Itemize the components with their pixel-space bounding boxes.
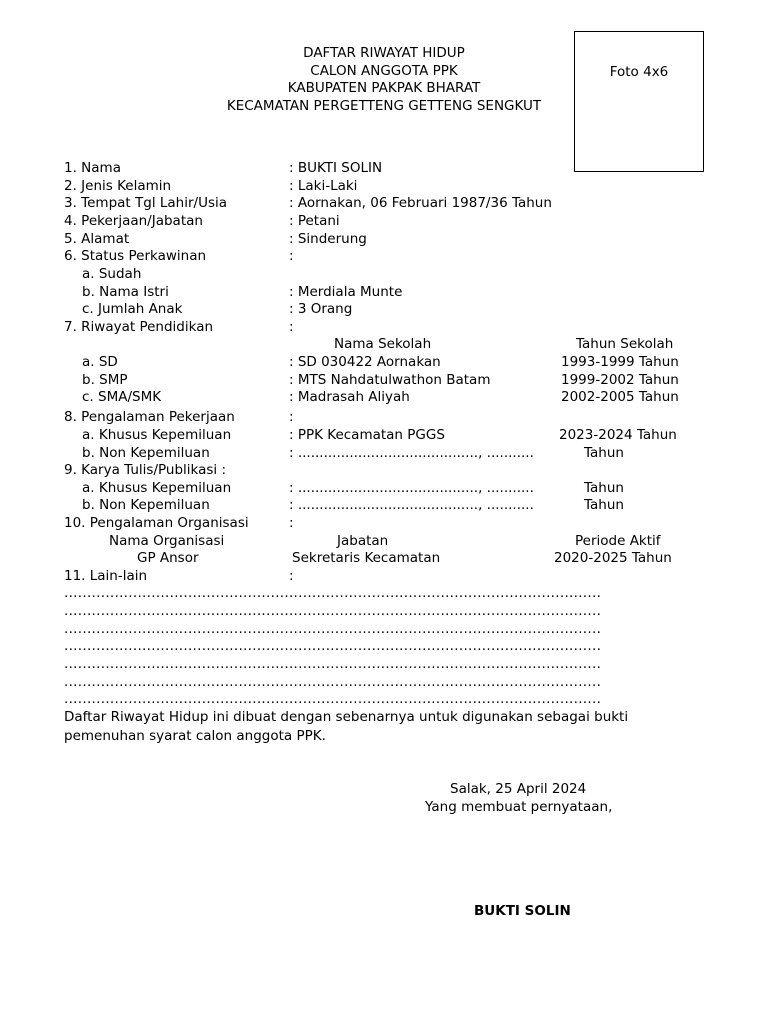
lainlain-line: ..................................................................................................................... <box>64 603 602 619</box>
pendidikan-school: : Madrasah Aliyah <box>289 389 410 405</box>
organisasi-row-jabatan: Sekretaris Kecamatan <box>292 550 441 566</box>
karya-khusus-years: Tahun <box>584 480 624 496</box>
ttl-label: 3. Tempat Tgl Lahir/Usia <box>64 195 228 211</box>
pendidikan-school: : SD 030422 Aornakan <box>289 354 441 370</box>
pengalaman-khusus-label: a. Khusus Kepemiluan <box>82 427 232 443</box>
organisasi-label: 10. Pengalaman Organisasi <box>64 515 249 531</box>
lainlain-line: ..................................................................................................................... <box>64 621 602 637</box>
pendidikan-level: c. SMA/SMK <box>82 389 162 405</box>
pendidikan-years: 1993-1999 Tahun <box>561 354 679 370</box>
alamat-value: : Sinderung <box>289 231 367 247</box>
pengalaman-colon: : <box>289 409 294 425</box>
karya-non-label: b. Non Kepemiluan <box>82 497 210 513</box>
pendidikan-years: 2002-2005 Tahun <box>561 389 679 405</box>
lainlain-line: ..................................................................................................................... <box>64 656 602 672</box>
organisasi-row-periode: 2020-2025 Tahun <box>554 550 672 566</box>
pengalaman-label: 8. Pengalaman Pekerjaan <box>64 409 235 425</box>
doc-district: KECAMATAN PERGETTENG GETTENG SENGKUT <box>226 98 542 114</box>
istri-label: b. Nama Istri <box>82 284 169 300</box>
alamat-label: 5. Alamat <box>64 231 130 247</box>
statement-line-2: pemenuhan syarat calon anggota PPK. <box>64 728 326 744</box>
lainlain-label: 11. Lain-lain <box>64 568 148 584</box>
pendidikan-level: b. SMP <box>82 372 128 388</box>
pendidikan-school: : MTS Nahdatulwathon Batam <box>289 372 491 388</box>
nama-label: 1. Nama <box>64 160 121 176</box>
status-label: 6. Status Perkawinan <box>64 248 207 264</box>
karya-label: 9. Karya Tulis/Publikasi : <box>64 462 227 478</box>
photo-label: Foto 4x6 <box>609 64 669 80</box>
lainlain-colon: : <box>289 568 294 584</box>
lainlain-line: ..................................................................................................................... <box>64 585 602 601</box>
pengalaman-non-value: : .........................................., ........... <box>289 445 534 461</box>
pengalaman-non-years: Tahun <box>584 445 624 461</box>
karya-non-value: : .........................................., ........... <box>289 497 534 513</box>
anak-label: c. Jumlah Anak <box>82 301 183 317</box>
pendidikan-years: 1999-2002 Tahun <box>561 372 679 388</box>
karya-non-years: Tahun <box>584 497 624 513</box>
anak-value: : 3 Orang <box>289 301 353 317</box>
photo-placeholder <box>574 31 704 172</box>
lainlain-line: ..................................................................................................................... <box>64 691 602 707</box>
signature-name: BUKTI SOLIN <box>474 903 571 919</box>
pengalaman-non-label: b. Non Kepemiluan <box>82 445 210 461</box>
status-colon: : <box>289 248 294 264</box>
pendidikan-level: a. SD <box>82 354 118 370</box>
organisasi-col-periode: Periode Aktif <box>575 533 661 549</box>
jenis-kelamin-value: : Laki-Laki <box>289 178 358 194</box>
lainlain-line: ..................................................................................................................... <box>64 638 602 654</box>
organisasi-row-nama: GP Ansor <box>137 550 199 566</box>
pendidikan-label: 7. Riwayat Pendidikan <box>64 319 214 335</box>
lainlain-line: ..................................................................................................................... <box>64 674 602 690</box>
pengalaman-khusus-years: 2023-2024 Tahun <box>559 427 677 443</box>
organisasi-col-jabatan: Jabatan <box>337 533 389 549</box>
pekerjaan-label: 4. Pekerjaan/Jabatan <box>64 213 203 229</box>
doc-title: DAFTAR RIWAYAT HIDUP <box>303 45 465 61</box>
pendidikan-col-tahun: Tahun Sekolah <box>576 336 674 352</box>
karya-khusus-value: : .........................................., ........... <box>289 480 534 496</box>
signature-place-date: Salak, 25 April 2024 <box>450 781 587 797</box>
pendidikan-colon: : <box>289 319 294 335</box>
pendidikan-col-sekolah: Nama Sekolah <box>334 336 432 352</box>
organisasi-col-nama: Nama Organisasi <box>109 533 225 549</box>
istri-value: : Merdiala Munte <box>289 284 403 300</box>
sudah-label: a. Sudah <box>82 266 142 282</box>
ttl-value: : Aornakan, 06 Februari 1987/36 Tahun <box>289 195 552 211</box>
nama-value: : BUKTI SOLIN <box>289 160 383 176</box>
doc-subtitle: CALON ANGGOTA PPK <box>310 63 458 79</box>
karya-khusus-label: a. Khusus Kepemiluan <box>82 480 232 496</box>
jenis-kelamin-label: 2. Jenis Kelamin <box>64 178 172 194</box>
statement-line-1: Daftar Riwayat Hidup ini dibuat dengan sebenarnya untuk digunakan sebagai bukti <box>64 709 629 725</box>
signature-maker: Yang membuat pernyataan, <box>425 799 613 815</box>
doc-regency: KABUPATEN PAKPAK BHARAT <box>287 80 481 96</box>
organisasi-colon: : <box>289 515 294 531</box>
pengalaman-khusus-value: : PPK Kecamatan PGGS <box>289 427 445 443</box>
pekerjaan-value: : Petani <box>289 213 340 229</box>
